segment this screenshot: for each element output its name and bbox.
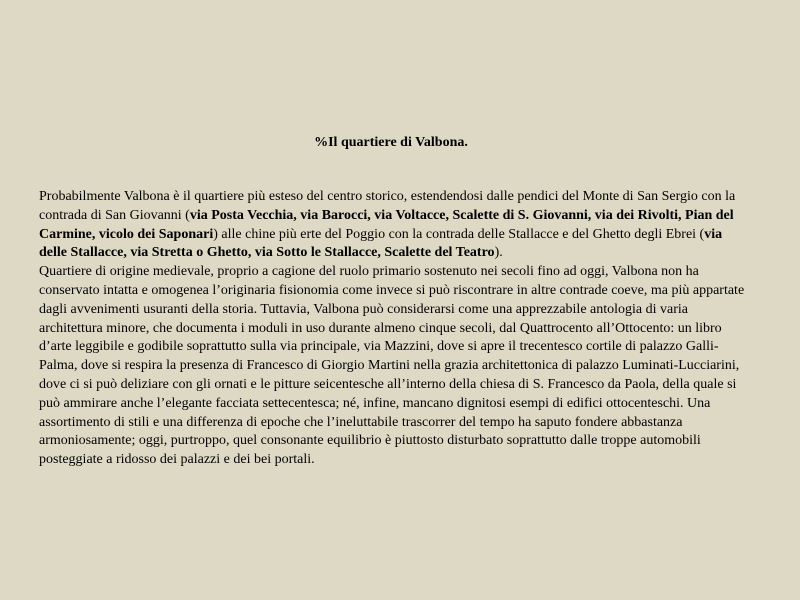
body-text xyxy=(39,188,745,470)
paragraph-history: Quartiere di origine medievale, proprio a cagione del ruolo primario sostenuto nei secoli fino ad oggi, Valbona non ha conservato intatta e omogenea l’originaria fisionomia come invece si può riscontrare in altre contrade coeve, ma più appartate dagli avvenimenti usuranti della storia. Tuttavia, Valbona può considerarsi come una apprezzabile antologia di varia architettura minore, che documenta i moduli in uso durante almeno cinque secoli, dal Quattrocento all’Ottocento: un libro d’arte leggibile e godibile soprattutto sulla via principale, via Mazzini, dove si apre il trecentesco cortile di palazzo Galli-Palma, dove si respira la presenza di Francesco di Giorgio Martini nella grazia architettonica di palazzo Luminati-Lucciarini, dove ci si può deliziare con gli ornati e le pitture seicentesche all’interno della chiesa di S. Francesco da Paola, della quale si può ammirare anche l’elegante facciata settecentesca; né, infine, mancano dignitosi esempi di edifici ottocenteschi. Una assortimento di stili e una differenza di epoche che l’ineluttabile trascorrer del tempo ha saputo fondere abbastanza armoniosamente; oggi, purtroppo, quel consonante equilibrio è piuttosto disturbato soprattutto dalle troppe automobili posteggiate a ridosso dei palazzi e dei bei portali. xyxy=(39,264,745,468)
paragraph-streets xyxy=(39,188,745,263)
street-list-stallacce: via delle Stallacce, via Stretta o Ghetto, via Sotto le Stallacce, Scalette del Teatro xyxy=(39,226,723,261)
street-list-san-giovanni: via Posta Vecchia, via Barocci, via Voltacce, Scalette di S. Giovanni, via dei Rivolti, Pian del Carmine, vicolo dei Saponari xyxy=(39,207,734,242)
paragraph-text: Probabilmente Valbona è il quartiere più esteso del centro storico, estendendosi dalle pendici del Monte di San Sergio con la contrada di San Giovanni ( xyxy=(39,189,736,223)
paragraph-text: ) alle chine più erte del Poggio con la contrada delle Stallacce e del Ghetto degli Ebrei ( xyxy=(213,226,705,242)
page-title: %Il quartiere di Valbona. xyxy=(314,135,468,150)
paragraph-text: ). xyxy=(494,245,503,261)
